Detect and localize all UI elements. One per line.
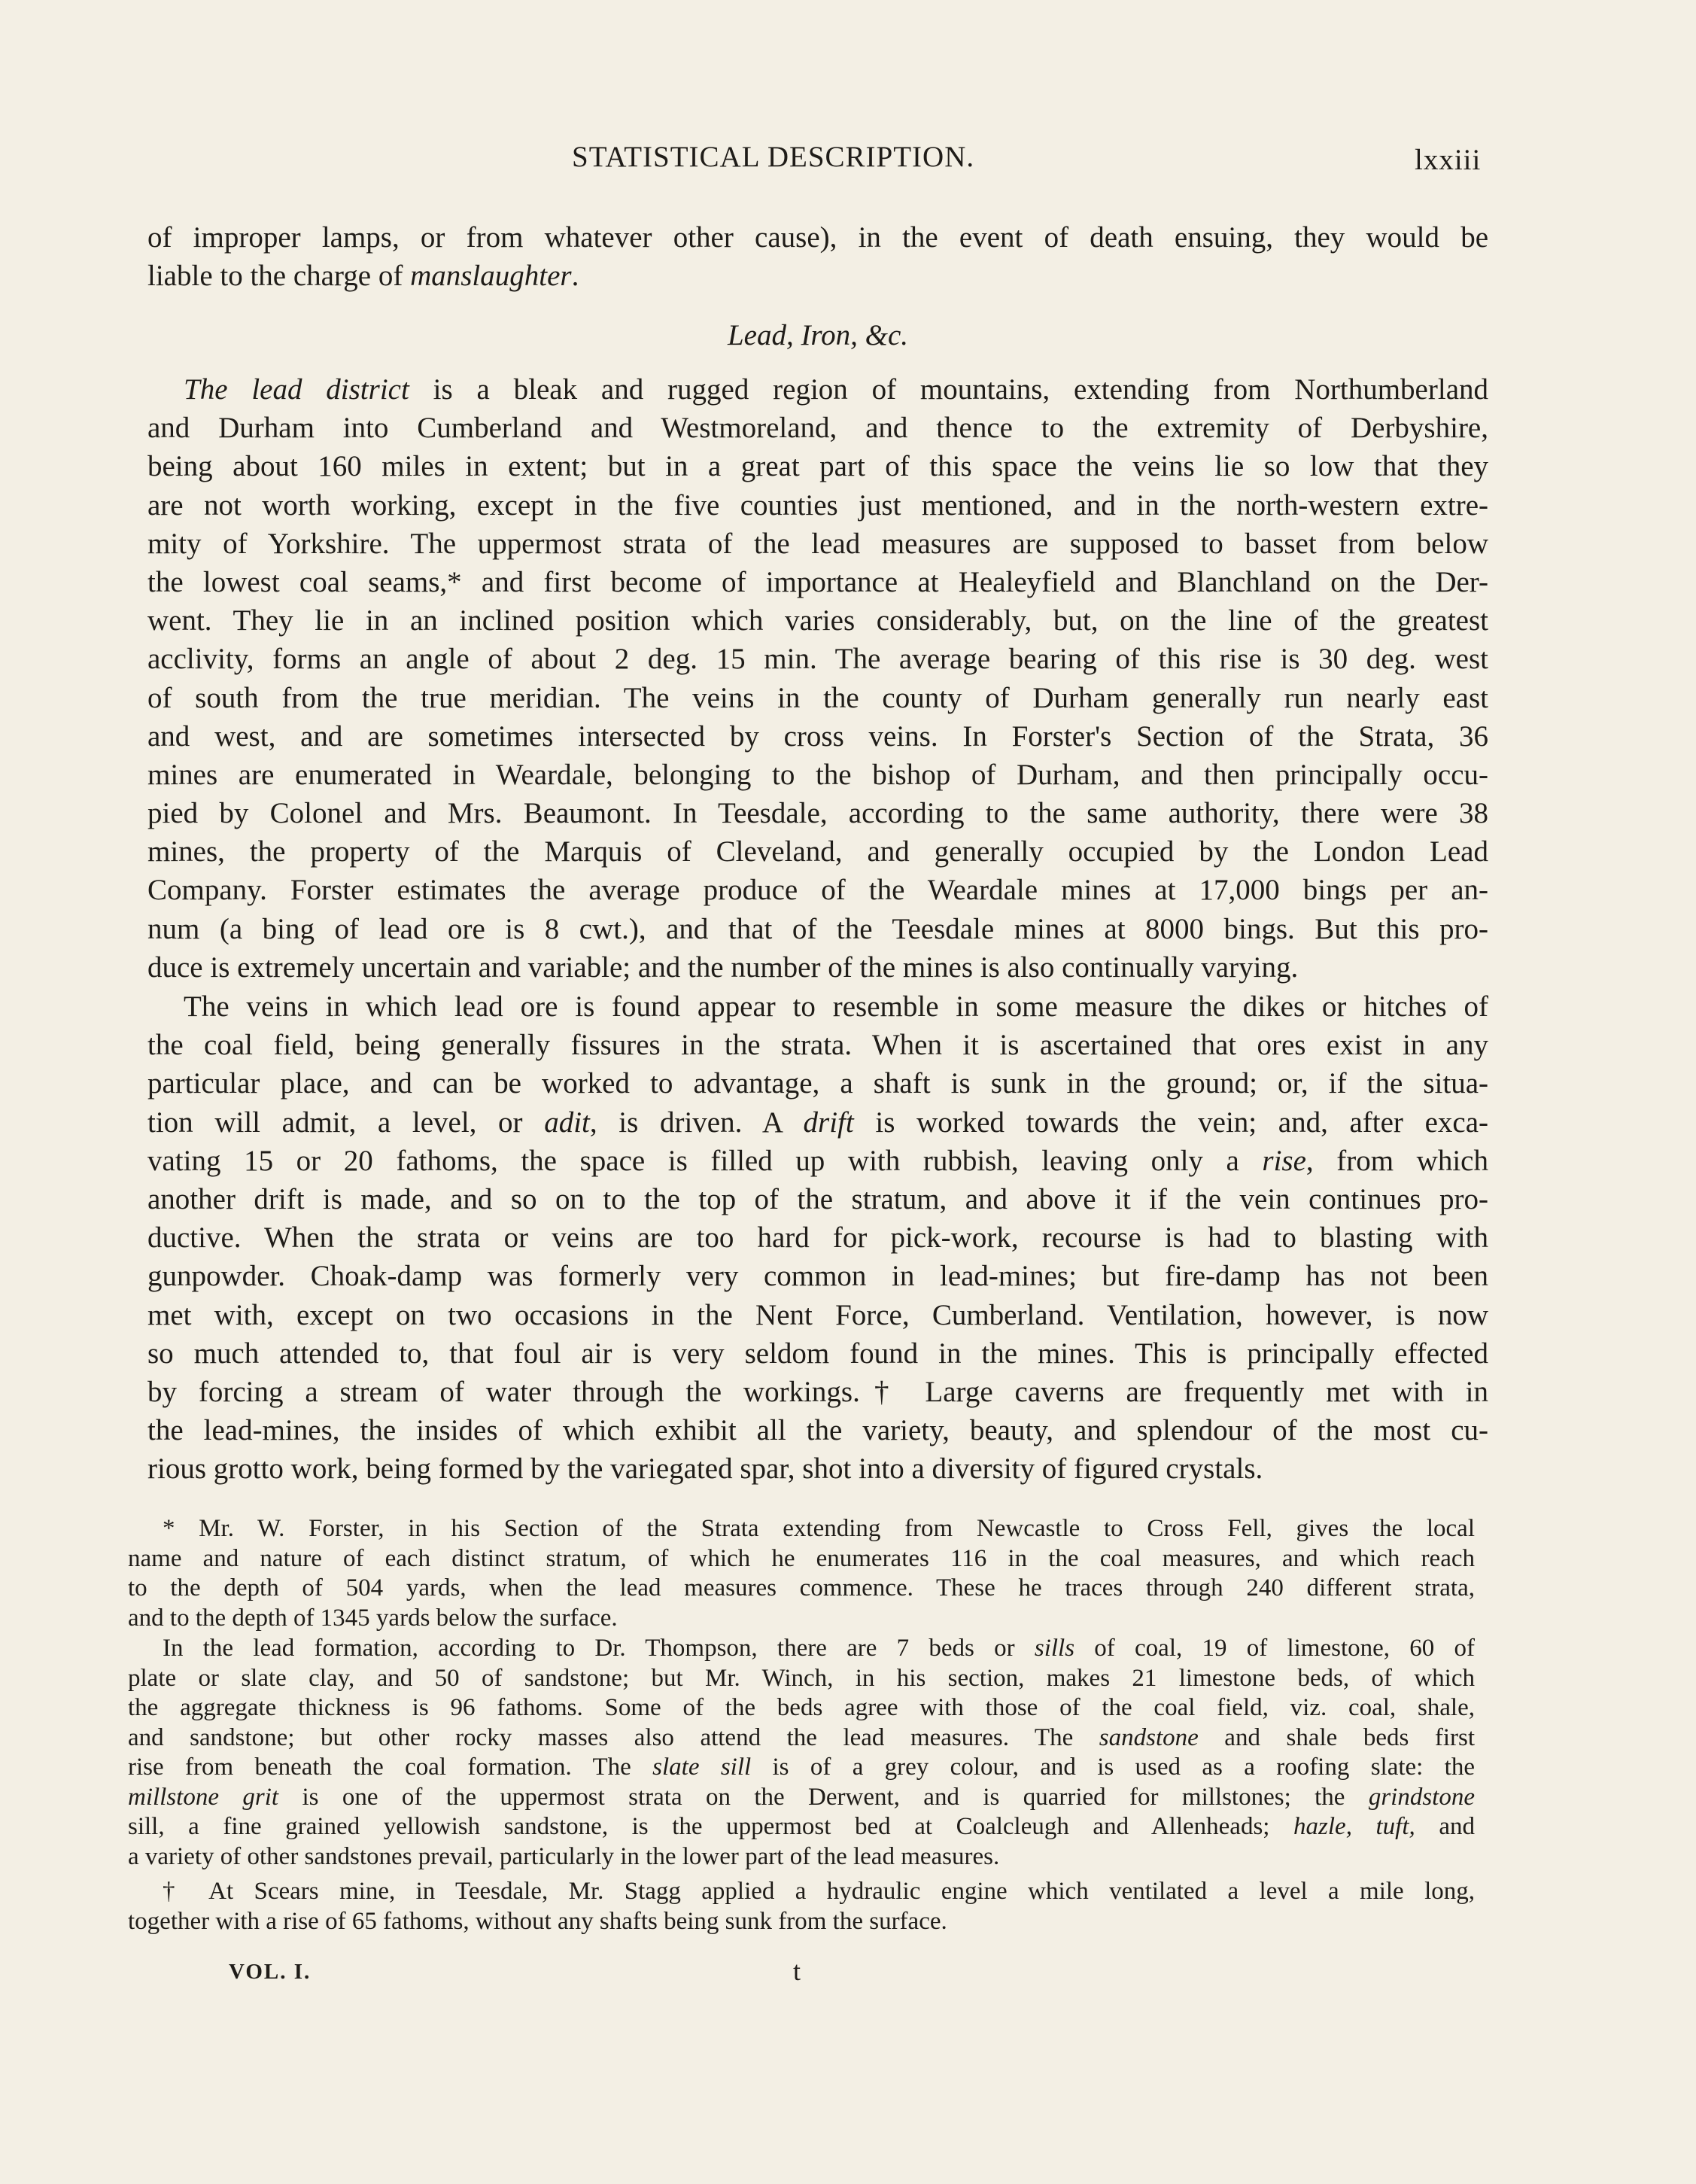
footnote-line — [128, 1634, 1475, 1664]
footnote-line: a variety of other sandstones prevail, particularly in the lower part of the lead measures. — [128, 1842, 1000, 1870]
emphasis-text: slate sill — [652, 1754, 752, 1781]
text-span: , is driven. A — [589, 1106, 804, 1139]
text-line — [147, 257, 1488, 295]
text-line: Company. Forster estimates the average produce of the Weardale mines at 17,000 bings per an- — [147, 874, 1488, 907]
text-span: vating 15 or 20 fathoms, the space is filled up with rubbish, leaving only a — [147, 1144, 1263, 1177]
footnote-asterisk — [128, 1514, 1475, 1633]
signature-mark: t — [793, 1956, 801, 1986]
emphasis-text: The lead district — [184, 373, 409, 406]
text-line: acclivity, forms an angle of about 2 deg. 15 min. The average bearing of this rise is 30 deg. west — [147, 643, 1488, 676]
text-line: the lead-mines, the insides of which exhibit all the variety, beauty, and splendour of the most cu- — [147, 1414, 1488, 1447]
text-line: particular place, and can be worked to advantage, a shaft is sunk in the ground; or, if the situa- — [147, 1067, 1488, 1100]
text-line: mity of Yorkshire. The uppermost strata of the lead measures are supposed to basset from below — [147, 527, 1488, 560]
footnote-line — [128, 1783, 1475, 1813]
text-line: ductive. When the strata or veins are too hard for pick-work, recourse is had to blasting with — [147, 1221, 1488, 1255]
text-line: met with, except on two occasions in the Nent Force, Cumberland. Ventilation, however, is now — [147, 1298, 1488, 1331]
emphasis-text: millstone grit — [128, 1783, 279, 1811]
footnote-dagger — [128, 1877, 1475, 1936]
text-line — [147, 1142, 1488, 1180]
text-line: went. They lie in an inclined position which varies considerably, but, on the line of the greatest — [147, 604, 1488, 637]
text-span: liable to the charge of — [147, 260, 411, 293]
text-line: are not worth working, except in the five counties just mentioned, and in the north-western extre- — [147, 488, 1488, 522]
text-span: and — [1415, 1813, 1475, 1840]
text-line: and west, and are sometimes intersected by cross veins. In Forster's Section of the Strata, 36 — [147, 719, 1488, 753]
running-head: STATISTICAL DESCRIPTION. — [572, 141, 975, 173]
text-span: In the lead formation, according to Dr. Thompson, there are 7 beds or — [163, 1635, 1035, 1662]
text-span: is of a grey colour, and is used as a roofing slate: the — [751, 1754, 1475, 1781]
text-line — [147, 370, 1488, 409]
emphasis-text: drift — [803, 1106, 854, 1139]
section-heading: Lead, Iron, &c. — [727, 319, 909, 351]
text-line: num (a bing of lead ore is 8 cwt.), and that of the Teesdale mines at 8000 bings. But this pro- — [147, 912, 1488, 945]
text-line: duce is extremely uncertain and variable; and the number of the mines is also continually varying. — [147, 951, 1299, 984]
text-line: mines, the property of the Marquis of Cleveland, and generally occupied by the London Lead — [147, 835, 1488, 868]
text-line: mines are enumerated in Weardale, belonging to the bishop of Durham, and then principally occu- — [147, 758, 1488, 791]
text-span: , from which — [1305, 1144, 1488, 1177]
footnote-line — [128, 1753, 1475, 1783]
footnote-line: name and nature of each distinct stratum, of which he enumerates 116 in the coal measures, and which reach — [128, 1544, 1475, 1572]
text-span: tion will admit, a level, or — [147, 1106, 545, 1139]
emphasis-text: rise — [1262, 1144, 1306, 1177]
text-span: . — [571, 260, 579, 293]
text-line: gunpowder. Choak-damp was formerly very common in lead-mines; but fire-damp has not been — [147, 1260, 1488, 1293]
page-number: lxxiii — [1415, 144, 1482, 176]
text-line: of south from the true meridian. The veins in the county of Durham generally run nearly east — [147, 681, 1488, 714]
text-line: another drift is made, and so on to the top of the stratum, and above it if the vein continues pro- — [147, 1182, 1488, 1215]
text-span: rise from beneath the coal formation. The — [128, 1754, 653, 1781]
footnote-line: † At Scears mine, in Teesdale, Mr. Stagg applied a hydraulic engine which ventilated a level a mile long, — [163, 1878, 1475, 1905]
text-line: the lowest coal seams,* and first become of importance at Healeyfield and Blanchland on the Der- — [147, 565, 1488, 598]
text-span: of coal, 19 of limestone, 60 of — [1074, 1635, 1475, 1662]
veins-paragraph — [147, 987, 1488, 1488]
emphasis-text: sills — [1034, 1635, 1075, 1662]
emphasis-text: grindstone — [1368, 1783, 1475, 1811]
emphasis-text: manslaughter — [410, 260, 572, 293]
footnote-line — [128, 1812, 1475, 1842]
text-line: so much attended to, that foul air is very seldom found in the mines. This is principally effected — [147, 1337, 1488, 1370]
text-line: The veins in which lead ore is found appear to resemble in some measure the dikes or hitches of — [184, 990, 1488, 1023]
text-span: and shale beds first — [1198, 1723, 1475, 1751]
emphasis-text: sandstone — [1099, 1723, 1199, 1751]
footnote-line: the aggregate thickness is 96 fathoms. Some of the beds agree with those of the coal field, viz. coal, shale, — [128, 1694, 1475, 1721]
text-line — [147, 1103, 1488, 1142]
footnote-lead-formation — [128, 1634, 1475, 1872]
text-line: of improper lamps, or from whatever other cause), in the event of death ensuing, they would be — [147, 221, 1488, 254]
text-span: is one of the uppermost strata on the Derwent, and is quarried for millstones; the — [278, 1783, 1369, 1811]
text-line: the coal field, being generally fissures in the strata. When it is ascertained that ores exist in any — [147, 1029, 1488, 1062]
footnote-line: and to the depth of 1345 yards below the surface. — [128, 1604, 618, 1632]
text-span: and sandstone; but other rocky masses also attend the lead measures. The — [128, 1723, 1099, 1751]
text-line: and Durham into Cumberland and Westmoreland, and thence to the extremity of Derbyshire, — [147, 412, 1488, 445]
footnote-line: together with a rise of 65 fathoms, without any shafts being sunk from the surface. — [128, 1907, 947, 1935]
emphasis-text: adit — [544, 1106, 590, 1139]
text-span: is a bleak and rugged region of mountains, extending from Northumberland — [409, 373, 1488, 406]
footnote-line — [128, 1723, 1475, 1754]
footnote-line: * Mr. W. Forster, in his Section of the Strata extending from Newcastle to Cross Fell, gives the local — [163, 1515, 1475, 1542]
text-line: by forcing a stream of water through the workings.† Large caverns are frequently met with in — [147, 1375, 1488, 1408]
intro-paragraph — [147, 218, 1488, 295]
footnote-line: to the depth of 504 yards, when the lead measures commence. These he traces through 240 different strata, — [128, 1574, 1475, 1601]
text-span: is worked towards the vein; and, after exca- — [853, 1106, 1489, 1139]
emphasis-text: hazle, tuft, — [1293, 1813, 1415, 1840]
footnote-line: plate or slate clay, and 50 of sandstone; but Mr. Winch, in his section, makes 21 limestone beds, of which — [128, 1664, 1475, 1692]
text-line: rious grotto work, being formed by the variegated spar, shot into a diversity of figured crystals. — [147, 1452, 1263, 1486]
text-line: being about 160 miles in extent; but in a great part of this space the veins lie so low that they — [147, 450, 1488, 483]
text-line: pied by Colonel and Mrs. Beaumont. In Teesdale, according to the same authority, there were 38 — [147, 797, 1488, 830]
lead-district-paragraph — [147, 370, 1488, 987]
text-span: sill, a fine grained yellowish sandstone, is the uppermost bed at Coalcleugh and Allenheads; — [128, 1813, 1294, 1840]
volume-marker: VOL. I. — [229, 1960, 312, 1984]
